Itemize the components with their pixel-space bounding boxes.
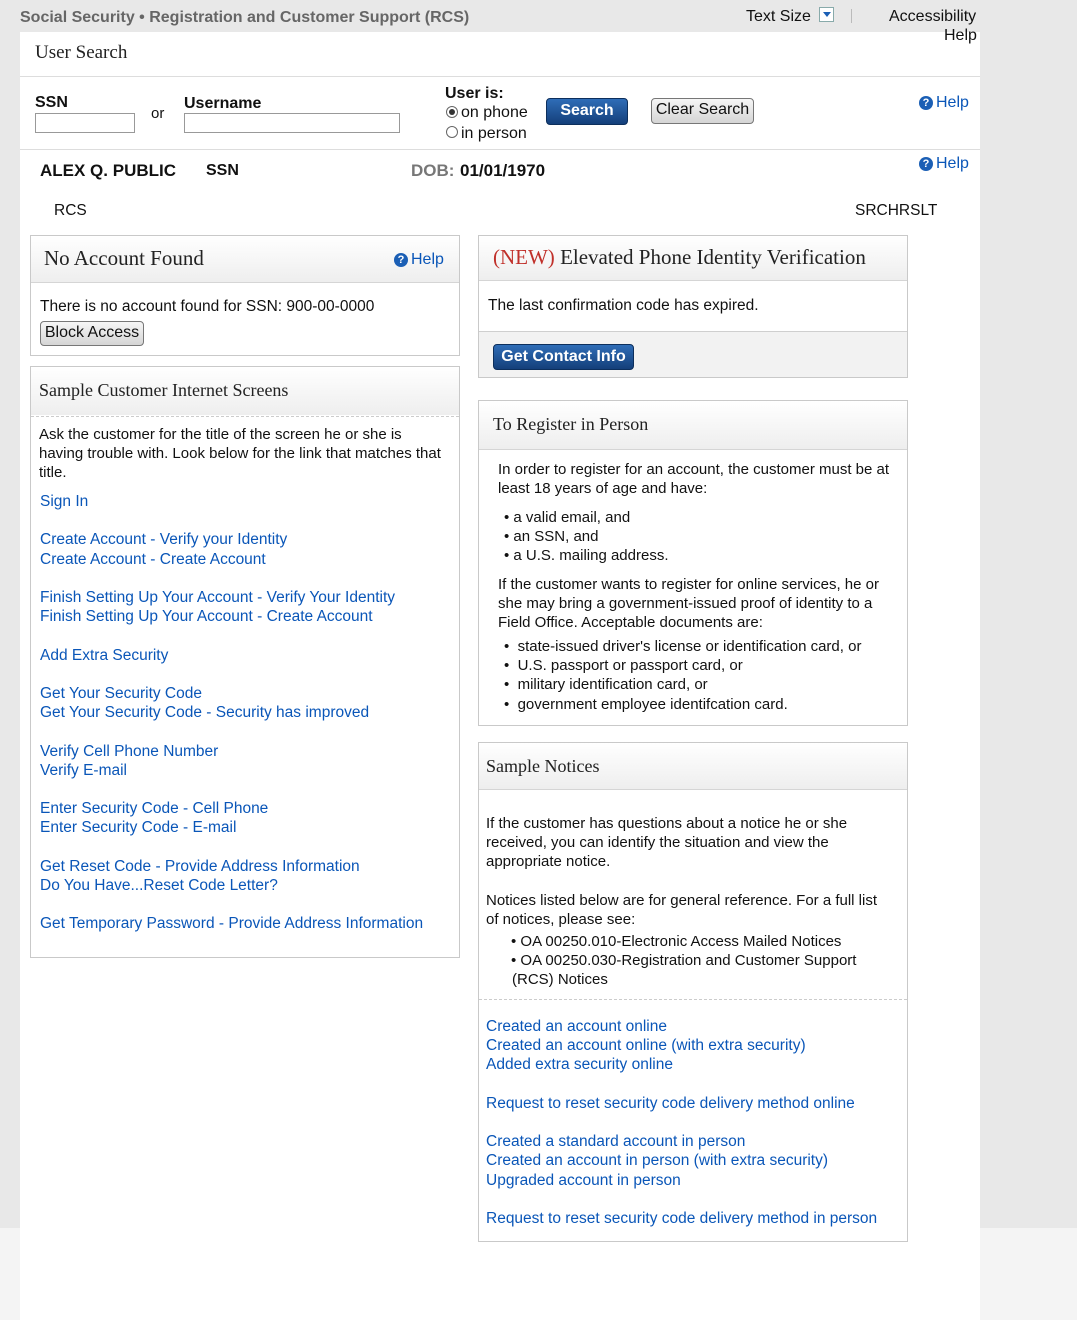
requirement-text: a valid email, and	[513, 509, 631, 526]
link-finish-setup-create[interactable]: Finish Setting Up Your Account - Create Account	[40, 608, 373, 625]
list-item: • a valid email, and	[504, 509, 631, 526]
user-is-label: User is:	[445, 85, 504, 102]
link-get-security-code[interactable]: Get Your Security Code	[40, 685, 202, 702]
no-account-message: There is no account found for SSN: 900-00-0000	[40, 298, 375, 315]
notice-link-created-online-extra[interactable]: Created an account online (with extra security)	[486, 1037, 806, 1054]
link-add-extra-security[interactable]: Add Extra Security	[40, 647, 169, 664]
list-item: • government employee identifcation card.	[504, 696, 788, 713]
elevated-panel-header	[479, 236, 907, 281]
notice-link-added-extra-security[interactable]: Added extra security online	[486, 1056, 673, 1073]
link-verify-cell-phone[interactable]: Verify Cell Phone Number	[40, 743, 219, 760]
notices-reference: Notices listed below are for general reference. For a full list of notices, please see:	[486, 892, 878, 928]
search-button[interactable]: Search	[546, 98, 628, 125]
dob-value: 01/01/1970	[460, 161, 546, 180]
top-bar-divider	[851, 9, 852, 23]
or-label: or	[151, 105, 165, 122]
link-verify-email[interactable]: Verify E-mail	[40, 762, 127, 779]
new-tag: (NEW)	[493, 245, 555, 269]
sample-notices-panel	[478, 742, 908, 1242]
link-enter-code-email[interactable]: Enter Security Code - E-mail	[40, 819, 237, 836]
register-title: To Register in Person	[493, 414, 649, 434]
notices-panel-header	[479, 743, 907, 790]
no-account-title: No Account Found	[44, 246, 204, 270]
document-text: military identification card, or	[517, 676, 708, 693]
user-search-help-link[interactable]	[919, 94, 969, 112]
text-size-dropdown-icon[interactable]	[819, 7, 834, 22]
link-create-account-create[interactable]: Create Account - Create Account	[40, 551, 266, 568]
register-panel-header	[479, 401, 907, 450]
help-label: Help	[936, 155, 969, 172]
divider	[20, 149, 980, 150]
no-account-panel	[30, 235, 460, 356]
ssn-input[interactable]	[35, 113, 135, 133]
list-item: • U.S. passport or passport card, or	[504, 657, 743, 674]
help-label: Help	[411, 251, 444, 268]
requirement-text: a U.S. mailing address.	[513, 547, 669, 564]
ssn-label: SSN	[35, 94, 68, 111]
register-online-text: If the customer wants to register for online services, he or she may bring a government-issued proof of identity to a Field Office. Acceptable documents are:	[498, 576, 879, 631]
notice-link-in-person-extra[interactable]: Created an account in person (with extra security)	[486, 1152, 829, 1169]
dashed-divider	[31, 416, 459, 417]
notice-link-created-online[interactable]: Created an account online	[486, 1018, 667, 1035]
list-item: • military identification card, or	[504, 676, 708, 693]
document-text: state-issued driver's license or identification card, or	[517, 638, 862, 655]
link-sign-in[interactable]: Sign In	[40, 493, 89, 510]
link-get-reset-code[interactable]: Get Reset Code - Provide Address Information	[40, 858, 360, 875]
notice-link-reset-in-person[interactable]: Request to reset security code delivery method in person	[486, 1210, 878, 1227]
list-item: • a U.S. mailing address.	[504, 547, 669, 564]
screen-code: SRCHRSLT	[855, 202, 938, 219]
header-help-link[interactable]: Help	[944, 27, 977, 44]
in-person-label: in person	[461, 125, 527, 142]
user-search-title: User Search	[35, 42, 128, 63]
link-create-account-verify[interactable]: Create Account - Verify your Identity	[40, 531, 288, 548]
help-label: Help	[936, 94, 969, 111]
notice-ref-continuation: (RCS) Notices	[512, 971, 608, 988]
dob-label: DOB:	[411, 161, 455, 180]
on-phone-radio[interactable]	[446, 106, 458, 118]
list-item: • an SSN, and	[504, 528, 599, 545]
in-person-radio[interactable]	[446, 126, 458, 138]
notices-intro: If the customer has questions about a notice he or she received, you can identify the situation and view the appropriate notice.	[486, 815, 848, 870]
document-text: U.S. passport or passport card, or	[517, 657, 743, 674]
help-question-icon: ?	[394, 253, 408, 267]
list-item: • OA 00250.030-Registration and Customer Support	[511, 952, 857, 969]
get-contact-info-button[interactable]: Get Contact Info	[493, 344, 634, 370]
register-intro: In order to register for an account, the customer must be at least 18 years of age and have:	[498, 461, 890, 497]
no-account-help-link[interactable]	[394, 251, 444, 269]
elevated-title-text: Elevated Phone Identity Verification	[560, 245, 866, 269]
list-item: • state-issued driver's license or identification card, or	[504, 638, 862, 655]
help-question-icon: ?	[919, 96, 933, 110]
link-reset-code-letter[interactable]: Do You Have...Reset Code Letter?	[40, 877, 278, 894]
sample-screens-panel-header	[31, 367, 459, 415]
customer-ssn-label: SSN	[206, 162, 239, 179]
sample-screens-intro: Ask the customer for the title of the screen he or she is having trouble with. Look below for the link that matches that title.	[39, 426, 441, 481]
customer-name: ALEX Q. PUBLIC	[40, 161, 177, 180]
customer-help-link[interactable]	[919, 155, 969, 173]
divider	[20, 76, 980, 77]
accessibility-link[interactable]: Accessibility	[889, 8, 977, 25]
document-text: government employee identifcation card.	[517, 696, 788, 713]
clear-search-button[interactable]: Clear Search	[651, 98, 754, 124]
elevated-title	[493, 245, 866, 270]
notice-link-standard-in-person[interactable]: Created a standard account in person	[486, 1133, 746, 1150]
notices-title: Sample Notices	[486, 756, 600, 776]
top-bar	[0, 0, 1077, 44]
app-title: Social Security • Registration and Customer Support (RCS)	[20, 9, 470, 26]
link-get-security-code-improved[interactable]: Get Your Security Code - Security has improved	[40, 704, 370, 721]
link-enter-code-cell[interactable]: Enter Security Code - Cell Phone	[40, 800, 269, 817]
notice-link-reset-online[interactable]: Request to reset security code delivery method online	[486, 1095, 855, 1112]
elevated-message: The last confirmation code has expired.	[488, 297, 759, 314]
elevated-verification-panel	[478, 235, 908, 378]
username-input[interactable]	[184, 113, 400, 133]
dashed-divider	[479, 999, 907, 1000]
notice-link-upgraded-in-person[interactable]: Upgraded account in person	[486, 1172, 681, 1189]
sample-screens-title: Sample Customer Internet Screens	[39, 380, 289, 400]
notice-ref-text: OA 00250.010-Electronic Access Mailed Notices	[520, 933, 842, 950]
on-phone-label: on phone	[461, 104, 528, 121]
username-label: Username	[184, 95, 262, 112]
register-in-person-panel	[478, 400, 908, 726]
link-temporary-password[interactable]: Get Temporary Password - Provide Address Information	[40, 915, 424, 932]
block-access-button[interactable]: Block Access	[40, 321, 144, 346]
help-question-icon: ?	[919, 157, 933, 171]
sample-screens-panel	[30, 366, 460, 958]
list-item: • OA 00250.010-Electronic Access Mailed Notices	[511, 933, 842, 950]
text-size-label: Text Size	[746, 8, 811, 25]
link-finish-setup-verify[interactable]: Finish Setting Up Your Account - Verify Your Identity	[40, 589, 395, 606]
requirement-text: an SSN, and	[513, 528, 599, 545]
rcs-label: RCS	[54, 202, 87, 219]
no-account-panel-header	[31, 236, 459, 283]
notice-ref-text: OA 00250.030-Registration and Customer Support	[520, 952, 857, 969]
